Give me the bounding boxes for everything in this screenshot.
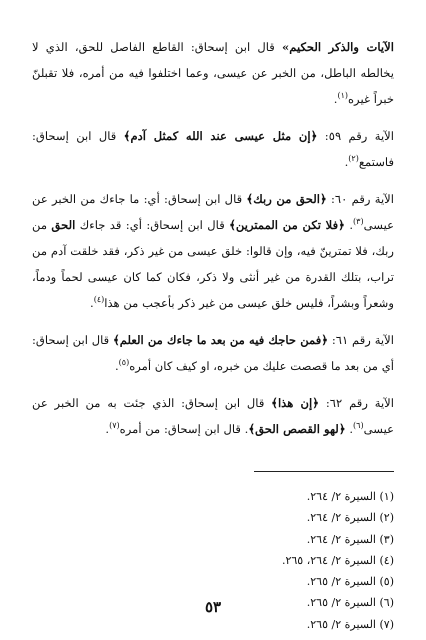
footnote-item: (٧) السيرة ٢/ ٢٦٥. bbox=[306, 617, 394, 631]
text-run: . bbox=[333, 92, 338, 106]
quran-quote: ﴿إن هذا﴾ bbox=[271, 396, 320, 410]
text-run: قال ابن إسحاق: فاستمع bbox=[32, 129, 394, 169]
quran-quote: ﴿فلا تكن من الممترين﴾ bbox=[229, 218, 345, 232]
body-text bbox=[32, 34, 394, 442]
footnote-item: (٤) السيرة ٢/ ٢٦٤، ٢٦٥. bbox=[281, 553, 394, 567]
paragraph bbox=[32, 123, 394, 175]
footnote-item: (١) السيرة ٢/ ٢٦٤. bbox=[306, 490, 394, 503]
text-run: الآية رقم ٦٢: bbox=[319, 396, 395, 410]
footnote-ref: (٧) bbox=[109, 421, 120, 431]
quran-quote: الآيات والذكر الحكيم» bbox=[282, 40, 394, 54]
text-run: قال ابن إسحاق: أي: ما جاءك من الخبر عن عيسى bbox=[32, 192, 394, 232]
text-run: . قال ابن إسحاق: من أمره bbox=[119, 422, 249, 436]
text-run: قال ابن إسحاق: أي: قد جاءك bbox=[75, 218, 230, 232]
quran-quote: الحق bbox=[51, 218, 76, 232]
text-run: الآية رقم ٦١: bbox=[328, 333, 394, 347]
quran-quote: ﴿لهو القصص الحق﴾ bbox=[248, 422, 346, 436]
footnote-ref: (٥) bbox=[118, 358, 130, 368]
quran-quote: ﴿فمن حاجك فيه من بعد ما جاءك من العلم﴾ bbox=[113, 333, 329, 347]
text-run: . bbox=[114, 359, 119, 373]
footnote-ref: (٣) bbox=[353, 217, 364, 227]
text-run: من ربك، فلا تمترينّ فيه، وإن قالوا: خلق عيسى من غير ذكر، فقد خلقت آدم من تراب، بتلك القدرة من غير أنثى ولا ذكر، فكان كما كان عيسى لحماً ودماً، وشعراً وبشراً، فليس خلق عيسى من غير ذكر بأعجب من هذا bbox=[32, 218, 394, 310]
text-run: الآية رقم ٦٠: bbox=[326, 192, 395, 206]
text-run: قال ابن إسحاق: أي من بعد ما قصصت عليك من خبره، او كيف كان أمره bbox=[32, 333, 394, 373]
footnote-divider bbox=[254, 471, 394, 472]
text-run: الآية رقم ٥٩: bbox=[317, 129, 395, 143]
text-run: . bbox=[345, 422, 354, 436]
paragraph bbox=[32, 186, 394, 316]
footnote-item: (٢) السيرة ٢/ ٢٦٤. bbox=[306, 511, 394, 525]
footnote-item: (٥) السيرة ٢/ ٢٦٥. bbox=[306, 575, 394, 589]
footnote-ref: (٢) bbox=[348, 154, 359, 164]
footnote-ref: (٦) bbox=[353, 421, 364, 431]
paragraph bbox=[32, 34, 394, 112]
text-run: . bbox=[105, 422, 110, 436]
quran-quote: ﴿الحق من ربك﴾ bbox=[246, 192, 327, 206]
text-run: قال ابن إسحاق: الذي جئت به من الخبر عن عيسى bbox=[32, 396, 394, 436]
paragraph bbox=[32, 390, 394, 442]
footnote-ref: (١) bbox=[337, 91, 348, 101]
text-run: . bbox=[90, 296, 94, 310]
page-number: ٥٣ bbox=[204, 598, 222, 616]
footnote-item: (٣) السيرة ٢/ ٢٦٤. bbox=[306, 532, 394, 546]
text-run: . bbox=[344, 218, 354, 232]
text-run: . bbox=[344, 155, 349, 169]
paragraph bbox=[32, 327, 394, 379]
footnote-ref: (٤) bbox=[93, 295, 105, 305]
footnote-item: (٦) السيرة ٢/ ٢٦٥. bbox=[306, 596, 394, 610]
text-run: قال ابن إسحاق: القاطع الفاصل للحق، الذي لا يخالطه الباطل، من الخبر عن عيسى، وعما اختلفوا فيه من أمره، فلا تقبلنّ خبراً غيره bbox=[32, 40, 394, 106]
quran-quote: ﴿إن مثل عيسى عند الله كمثل آدم﴾ bbox=[123, 129, 318, 143]
